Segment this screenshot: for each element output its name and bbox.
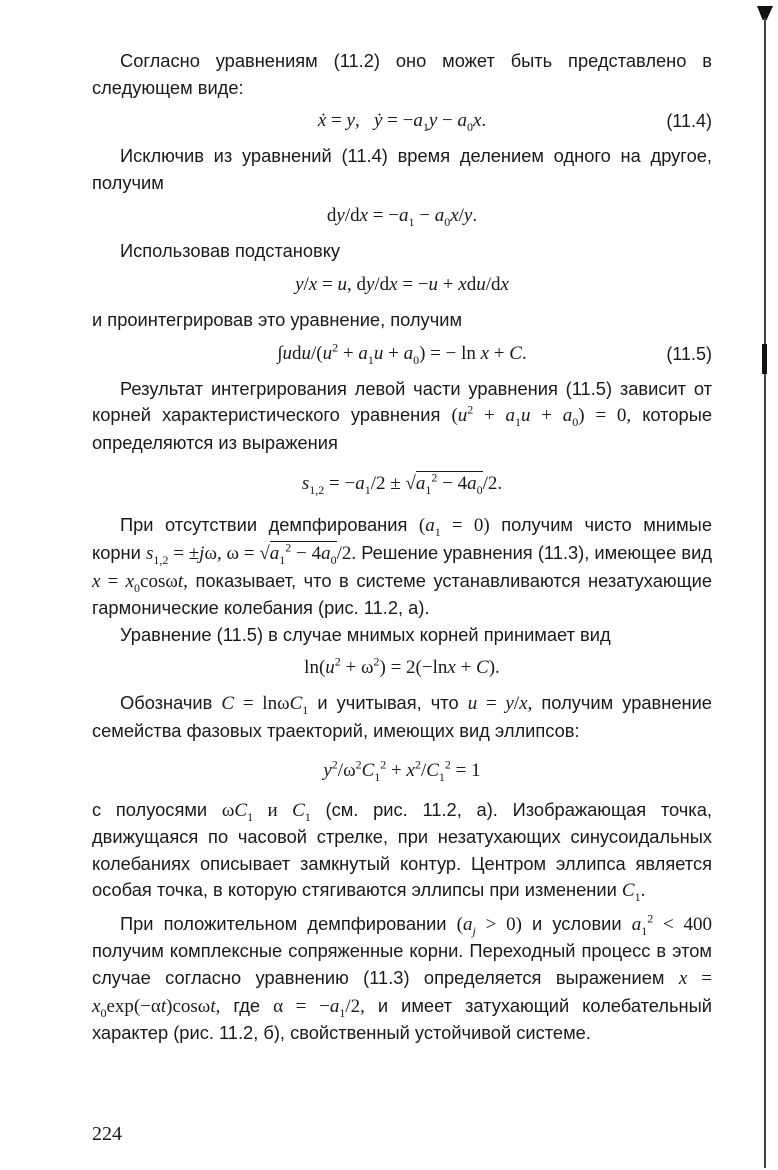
equation-roots: $s_{1,2} = -a_1/2 \pm √a_1^2 - 4a_0/2$. [301,471,503,498]
paragraph-3: Использовав подстановку [120,240,341,262]
paragraph-8: Обозначив C = lnωC$_1$ и учитывая, что u = y/x, получим уравнение семейства фазовых траекторий, имеющих вид эллипсов: [92,692,712,741]
page-body [92,48,712,1047]
paragraph-9: с полуосями $\omega C_1$ и $C_1$ (см. рис. 11.2, а). Изображающая точка, движущаяся по часовой стрелке, при незатухающих синусоидальных колебаниях описывает замкнутый контур. Центром эллипса является особая точка, в которую стягиваются эллипсы при изменении $C_1$. [92,798,712,905]
equation-11-4: ẋ = y, ẏ = $-a_1y - a_0x$. (11.4) [92,107,712,135]
paragraph-4: и проинтегрировав это уравнение, получим [92,308,463,330]
paragraph-7: Уравнение (11.5) в случае мнимых корней принимает вид [120,623,611,645]
paragraph-10: При положительном демпфировании $(a_j > 0)$ и условии $a_1^2 < 400$ получим комплексные сопряженные корни. Переходный процесс в этом случае согласно уравнению (11.3) определяется выражением $x = x_0\exp(-\alpha t)\cos\omega t$, где $\alpha = -a_1/2$, и имеет затухающий колебательный характер (рис. 11.2, б), свойственный устойчивой системе. [92,911,712,1044]
equation-ln: $\ln(u^2 + \omega^2) = 2(-\ln x + C)$. [304,654,500,679]
equation-ellipse: $y^2/\omega^2C_1^2 + x^2/C_1^2 = 1$ [323,757,481,784]
page-edge-line [764,18,766,1168]
page-edge-mark [762,344,767,374]
paragraph-2: Исключив из уравнений (11.4) время делением одного на другое, получим [92,145,712,193]
equation-substitution: y/x = u, dy/dx = −u + xdu/dx [295,273,509,295]
paragraph-1: Согласно уравнениям (11.2) оно может быть представлено в следующем виде: [92,50,712,98]
equation-11-5: $\int udu/(u^2 + a_1u + a_0)$ = − ln x + C. (11.5) [277,340,712,367]
equation-dydx: $dy/dx = -a_1 - a_0x/y$. [326,205,478,230]
paragraph-6: При отсутствии демпфирования $(a_1 = 0)$ получим чисто мнимые корни $s_{1,2} = \pm j\omega$, $\omega = √a_1^2 - 4a_0/2$. Решение уравнения (11.3), имеющее вид $x = x_0\cos\omega t$, показывает, что в системе устанавливаются незатухающие гармонические колебания (рис. 11.2, а). [92,514,712,619]
paragraph-5: Результат интегрирования левой части уравнения (11.5) зависит от корней характеристического уравнения $(u^2 + a_1u + a_0) = 0$, которые определяются из выражения [92,377,712,453]
equation-number: (11.5) [666,343,712,364]
equation-number: (11.4) [666,111,712,132]
page-number: 224 [92,1123,122,1145]
